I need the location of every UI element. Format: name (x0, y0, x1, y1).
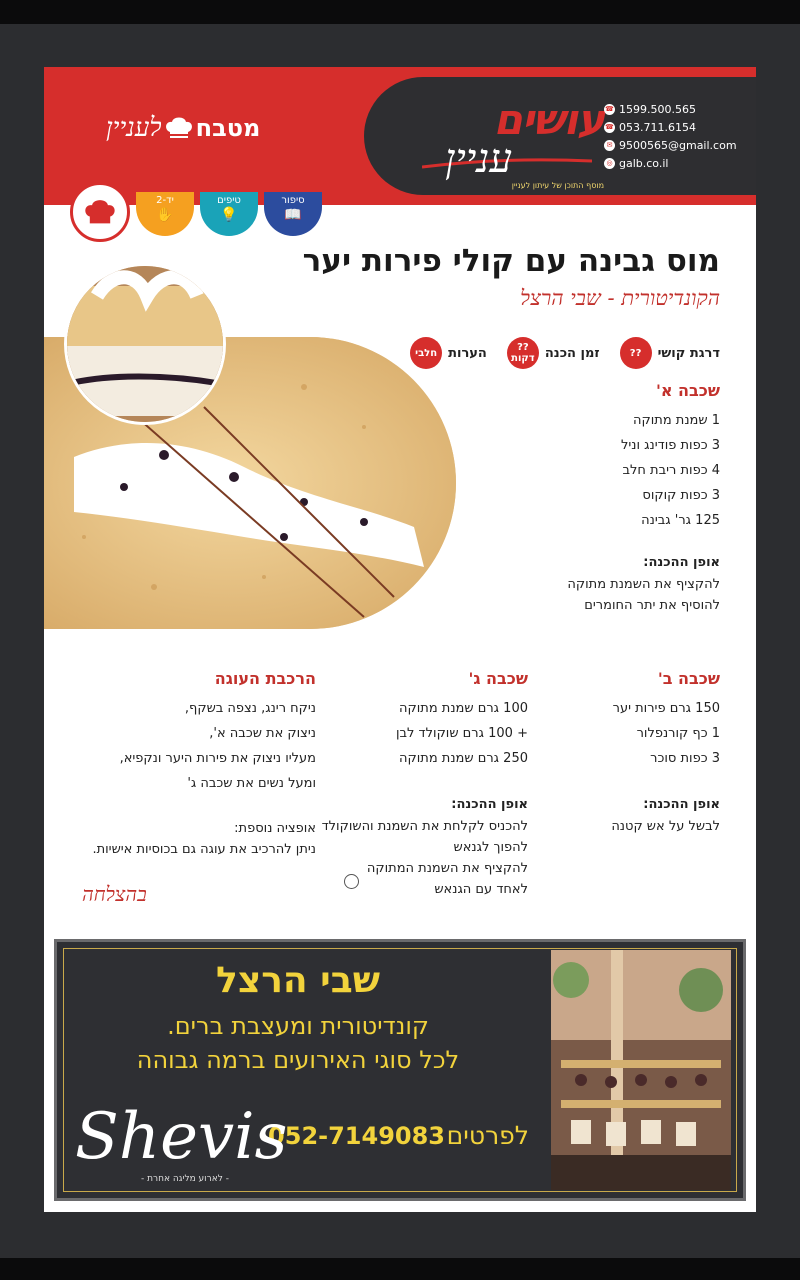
layer-c-section (322, 669, 528, 900)
header-top-stripe (44, 67, 756, 77)
assembly-step: ומעל נשים את שכבה ג' (187, 776, 316, 791)
prep-time-badge: ?? דקות (507, 337, 539, 369)
brand-logo (394, 95, 604, 195)
contact-text: 053.711.6154 (619, 120, 696, 134)
assembly-heading: הרכבת העוגה (214, 669, 316, 688)
cake-slice-image (67, 266, 223, 422)
layer-a-heading: שכבה א' (655, 381, 720, 400)
contact-phone-1[interactable] (604, 100, 744, 118)
brand-main-text: עושים (493, 95, 604, 144)
contact-website[interactable] (604, 154, 744, 172)
status-bar (0, 0, 800, 24)
ingredient: 125 גר' גבינה (641, 513, 720, 528)
ingredient: 1 כף קורנפלור (636, 726, 720, 741)
ingredient: 100 גרם שמנת מתוקה (399, 701, 528, 716)
phone-icon: ☎ (605, 123, 614, 131)
mail-icon: ✉ (604, 140, 615, 151)
tab-tips[interactable] (200, 192, 258, 236)
book-icon: 📖 (284, 207, 302, 223)
tab-label: סיפור (281, 195, 305, 206)
ingredient: 1 שמנת מתוקה (633, 413, 720, 428)
ingredient: 3 כפות קוקוס (642, 488, 720, 503)
method-step: להוסיף את יתר החומרים (584, 598, 720, 613)
recipe-title: מוס גבינה עם קולי פירות יער (302, 243, 720, 279)
chef-hat-icon (83, 198, 117, 226)
contact-phone-2[interactable] (604, 118, 744, 136)
shevis-logo (75, 1100, 311, 1190)
recipe-page (44, 67, 756, 1212)
chef-hat-icon (164, 116, 194, 140)
method-step: להקציף את השמנת מתוקה (567, 577, 720, 592)
layer-b-method-heading: אופן ההכנה: (643, 797, 720, 812)
radio-circle[interactable] (344, 874, 359, 889)
cake-slice-photo (64, 263, 226, 425)
notes-badge: חלבי (410, 337, 442, 369)
layer-b-heading: שכבה ב' (657, 669, 720, 688)
assembly-step: ניצוק את שכבה א', (209, 726, 316, 741)
contact-list (604, 100, 744, 172)
brand-subtitle: מוסף התוכן של עיתון לעניין (511, 181, 604, 190)
ad-for-details: לפרטים (446, 1121, 529, 1150)
assembly-step: ניקח רינג, נצפה בשקף, (184, 701, 316, 716)
method-step: להכניס לקלחת את השמנת והשוקולד (321, 819, 528, 834)
ad-event-photo (551, 950, 731, 1190)
brand-second-text: עניין (445, 136, 512, 182)
kitchen-word: מטבח (195, 114, 261, 142)
method-step: לבשל על אש קטנה (611, 819, 720, 834)
bulb-icon: 💡 (220, 207, 238, 223)
ingredient: 3 כפות פודינג וניל (620, 438, 720, 453)
ingredient: 3 כפות סוכר (650, 751, 720, 766)
difficulty-badge: ?? (620, 337, 652, 369)
contact-email[interactable] (604, 136, 744, 154)
assembly-section (92, 669, 316, 860)
ingredient: + 100 גרם שוקולד לבן (395, 726, 528, 741)
recipe-author: הקונדיטורית - שבי הרצל (520, 286, 720, 310)
closing-text: בהצלחה (82, 882, 147, 906)
hand-icon: ✋ (156, 207, 174, 223)
ad-line-1: קונדיטורית ומעצבת ברים. (167, 1012, 429, 1040)
recipe-info-row (410, 335, 720, 371)
layer-c-heading: שכבה ג' (468, 669, 528, 688)
kitchen-section-logo (106, 113, 260, 143)
logo-tagline: - לארוע מליגה אחרת - (141, 1174, 229, 1184)
tab-second-hand[interactable] (136, 192, 194, 236)
layer-a-method-heading: אופן ההכנה: (643, 555, 720, 570)
prep-time-label: זמן הכנה (544, 345, 600, 361)
contact-text: 9500565@gmail.com (619, 138, 737, 152)
layer-b-section (611, 669, 720, 837)
assembly-step: מעליו ניצוק את פירות היער ונקפיא, (119, 751, 316, 766)
category-tabs (136, 192, 322, 238)
kitchen-word-italic: לעניין (106, 113, 162, 143)
contact-text: galb.co.il (619, 156, 669, 170)
chef-hat-badge[interactable] (70, 182, 130, 242)
tab-story[interactable] (264, 192, 322, 236)
method-step: להפוך לגנאש (453, 840, 528, 855)
advertisement-banner[interactable] (54, 939, 746, 1201)
tab-label: טיפים (217, 195, 241, 206)
ingredient: 4 כפות ריבת חלב (622, 463, 720, 478)
ingredient: 150 גרם פירות יער (612, 701, 720, 716)
option-heading: אופציה נוספת: (234, 821, 316, 836)
logo-text: Shevis (75, 1100, 288, 1174)
layer-a-section (567, 381, 720, 616)
navigation-bar (0, 1258, 800, 1280)
web-icon: ◎ (604, 158, 615, 169)
ad-event-image (551, 950, 731, 1190)
method-step: להקציף את השמנת המתוקה (366, 861, 528, 876)
ingredient: 250 גרם שמנת מתוקה (399, 751, 528, 766)
ad-phone-number[interactable]: 052-7149083 (268, 1122, 445, 1150)
ad-line-2: לכל סוגי האירועים ברמה גבוהה (136, 1046, 460, 1074)
layer-c-method-heading: אופן ההכנה: (451, 797, 528, 812)
difficulty-label: דרגת קושי (657, 345, 720, 361)
notes-label: הערות (448, 345, 487, 361)
ad-title: שבי הרצל (215, 960, 381, 1001)
phone-icon: ☎ (605, 105, 614, 113)
method-step: לאחד עם הגנאש (434, 882, 528, 897)
option-text: ניתן להרכיב את עוגה גם בכוסיות אישיות. (92, 842, 316, 857)
tab-label: יד-2 (156, 195, 174, 206)
contact-text: 1599.500.565 (619, 102, 696, 116)
